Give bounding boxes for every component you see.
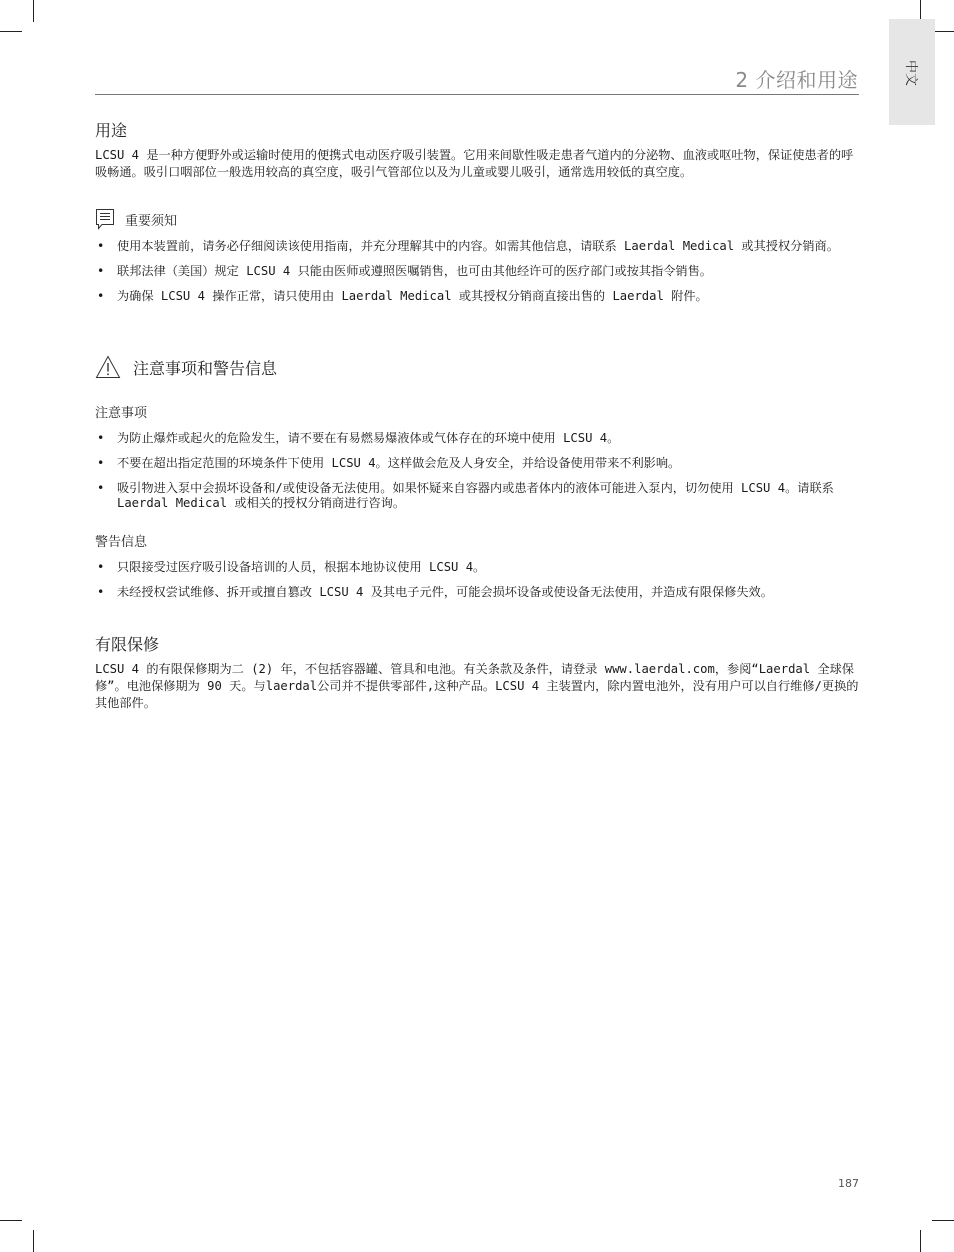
crop-mark [33, 0, 34, 22]
list-item [95, 456, 859, 471]
list-item-text: 为确保 LCSU 4 操作正常，请只使用由 Laerdal Medical 或其授权分销商直接出售的 Laerdal 附件。 [117, 289, 708, 303]
warnings-list [95, 560, 859, 600]
crop-mark [932, 1220, 954, 1221]
list-item-text: 联邦法律（美国）规定 LCSU 4 只能由医师或遵照医嘱销售，也可由其他经许可的医疗部门或按其指令销售。 [117, 264, 712, 278]
list-item [95, 431, 859, 446]
purpose-section [95, 118, 859, 181]
warranty-body: LCSU 4 的有限保修期为二 (2) 年，不包括容器罐、管具和电池。有关条款及条件，请登录 www.laerdal.com，参阅“Laerdal 全球保修”。电池保修期为 90 天。与laerdal公司并不提供零部件,这种产品。LCSU 4 主装置内，除内置电池外，没有用户可以自行维修/更换的其他部件。 [95, 662, 859, 710]
bullet: • [97, 585, 105, 599]
important-notice-list [95, 239, 859, 304]
bullet: • [97, 456, 105, 470]
purpose-body: LCSU 4 是一种方便野外或运输时使用的便携式电动医疗吸引装置。它用来间歇性吸走患者气道内的分泌物、血液或呕吐物，保证使患者的呼吸畅通。吸引口咽部位一般选用较高的真空度，吸引气管部位以及为儿童或婴儿吸引，通常选用较低的真空度。 [95, 148, 854, 179]
bullet: • [97, 289, 105, 303]
important-notice-title: 重要须知 [125, 213, 178, 229]
list-item [95, 239, 859, 254]
bullet: • [97, 239, 105, 253]
important-notice-header [95, 207, 859, 231]
crop-mark [0, 1220, 22, 1221]
important-notice-section [95, 207, 859, 304]
list-item [95, 481, 859, 511]
note-icon [95, 208, 115, 230]
page-number: 187 [838, 1177, 859, 1190]
warranty-heading: 有限保修 [95, 635, 160, 654]
crop-mark [33, 1230, 34, 1252]
list-item [95, 560, 859, 575]
cautions-warnings-section [95, 354, 859, 600]
list-item [95, 585, 859, 600]
crop-mark [932, 31, 954, 32]
cautions-list [95, 431, 859, 511]
crop-mark [0, 31, 22, 32]
warning-triangle-icon [95, 355, 121, 379]
list-item-text: 使用本装置前，请务必仔细阅读该使用指南，并充分理解其中的内容。如需其他信息，请联系 Laerdal Medical 或其授权分销商。 [117, 239, 839, 253]
header-divider [95, 94, 859, 95]
language-tab-label: 中文 [903, 59, 918, 86]
list-item-text: 为防止爆炸或起火的危险发生，请不要在有易燃易爆液体或气体存在的环境中使用 LCSU 4。 [117, 431, 620, 445]
purpose-heading: 用途 [95, 121, 128, 140]
bullet: • [97, 431, 105, 445]
warnings-heading: 警告信息 [95, 535, 148, 550]
list-item-text: 未经授权尝试维修、拆开或擅自篡改 LCSU 4 及其电子元件，可能会损坏设备或使设备无法使用，并造成有限保修失效。 [117, 585, 773, 599]
list-item-text: 吸引物进入泵中会损坏设备和/或使设备无法使用。如果怀疑来自容器内或患者体内的液体可能进入泵内，切勿使用 LCSU 4。请联系 Laerdal Medical 或相关的授权分销商进行咨询。 [117, 481, 834, 510]
cautions-warnings-title: 注意事项和警告信息 [133, 358, 278, 378]
bullet: • [97, 560, 105, 574]
cautions-heading: 注意事项 [95, 406, 148, 421]
crop-mark [920, 1230, 921, 1252]
bullet: • [97, 481, 105, 495]
bullet: • [97, 264, 105, 278]
list-item [95, 264, 859, 279]
chapter-title: 2 介绍和用途 [735, 68, 858, 92]
cautions-warnings-header [95, 354, 859, 380]
list-item [95, 289, 859, 304]
list-item-text: 不要在超出指定范围的环境条件下使用 LCSU 4。这样做会危及人身安全，并给设备使用带来不利影响。 [117, 456, 681, 470]
page-content [95, 118, 859, 712]
warranty-section [95, 632, 859, 712]
list-item-text: 只限接受过医疗吸引设备培训的人员，根据本地协议使用 LCSU 4。 [117, 560, 486, 574]
